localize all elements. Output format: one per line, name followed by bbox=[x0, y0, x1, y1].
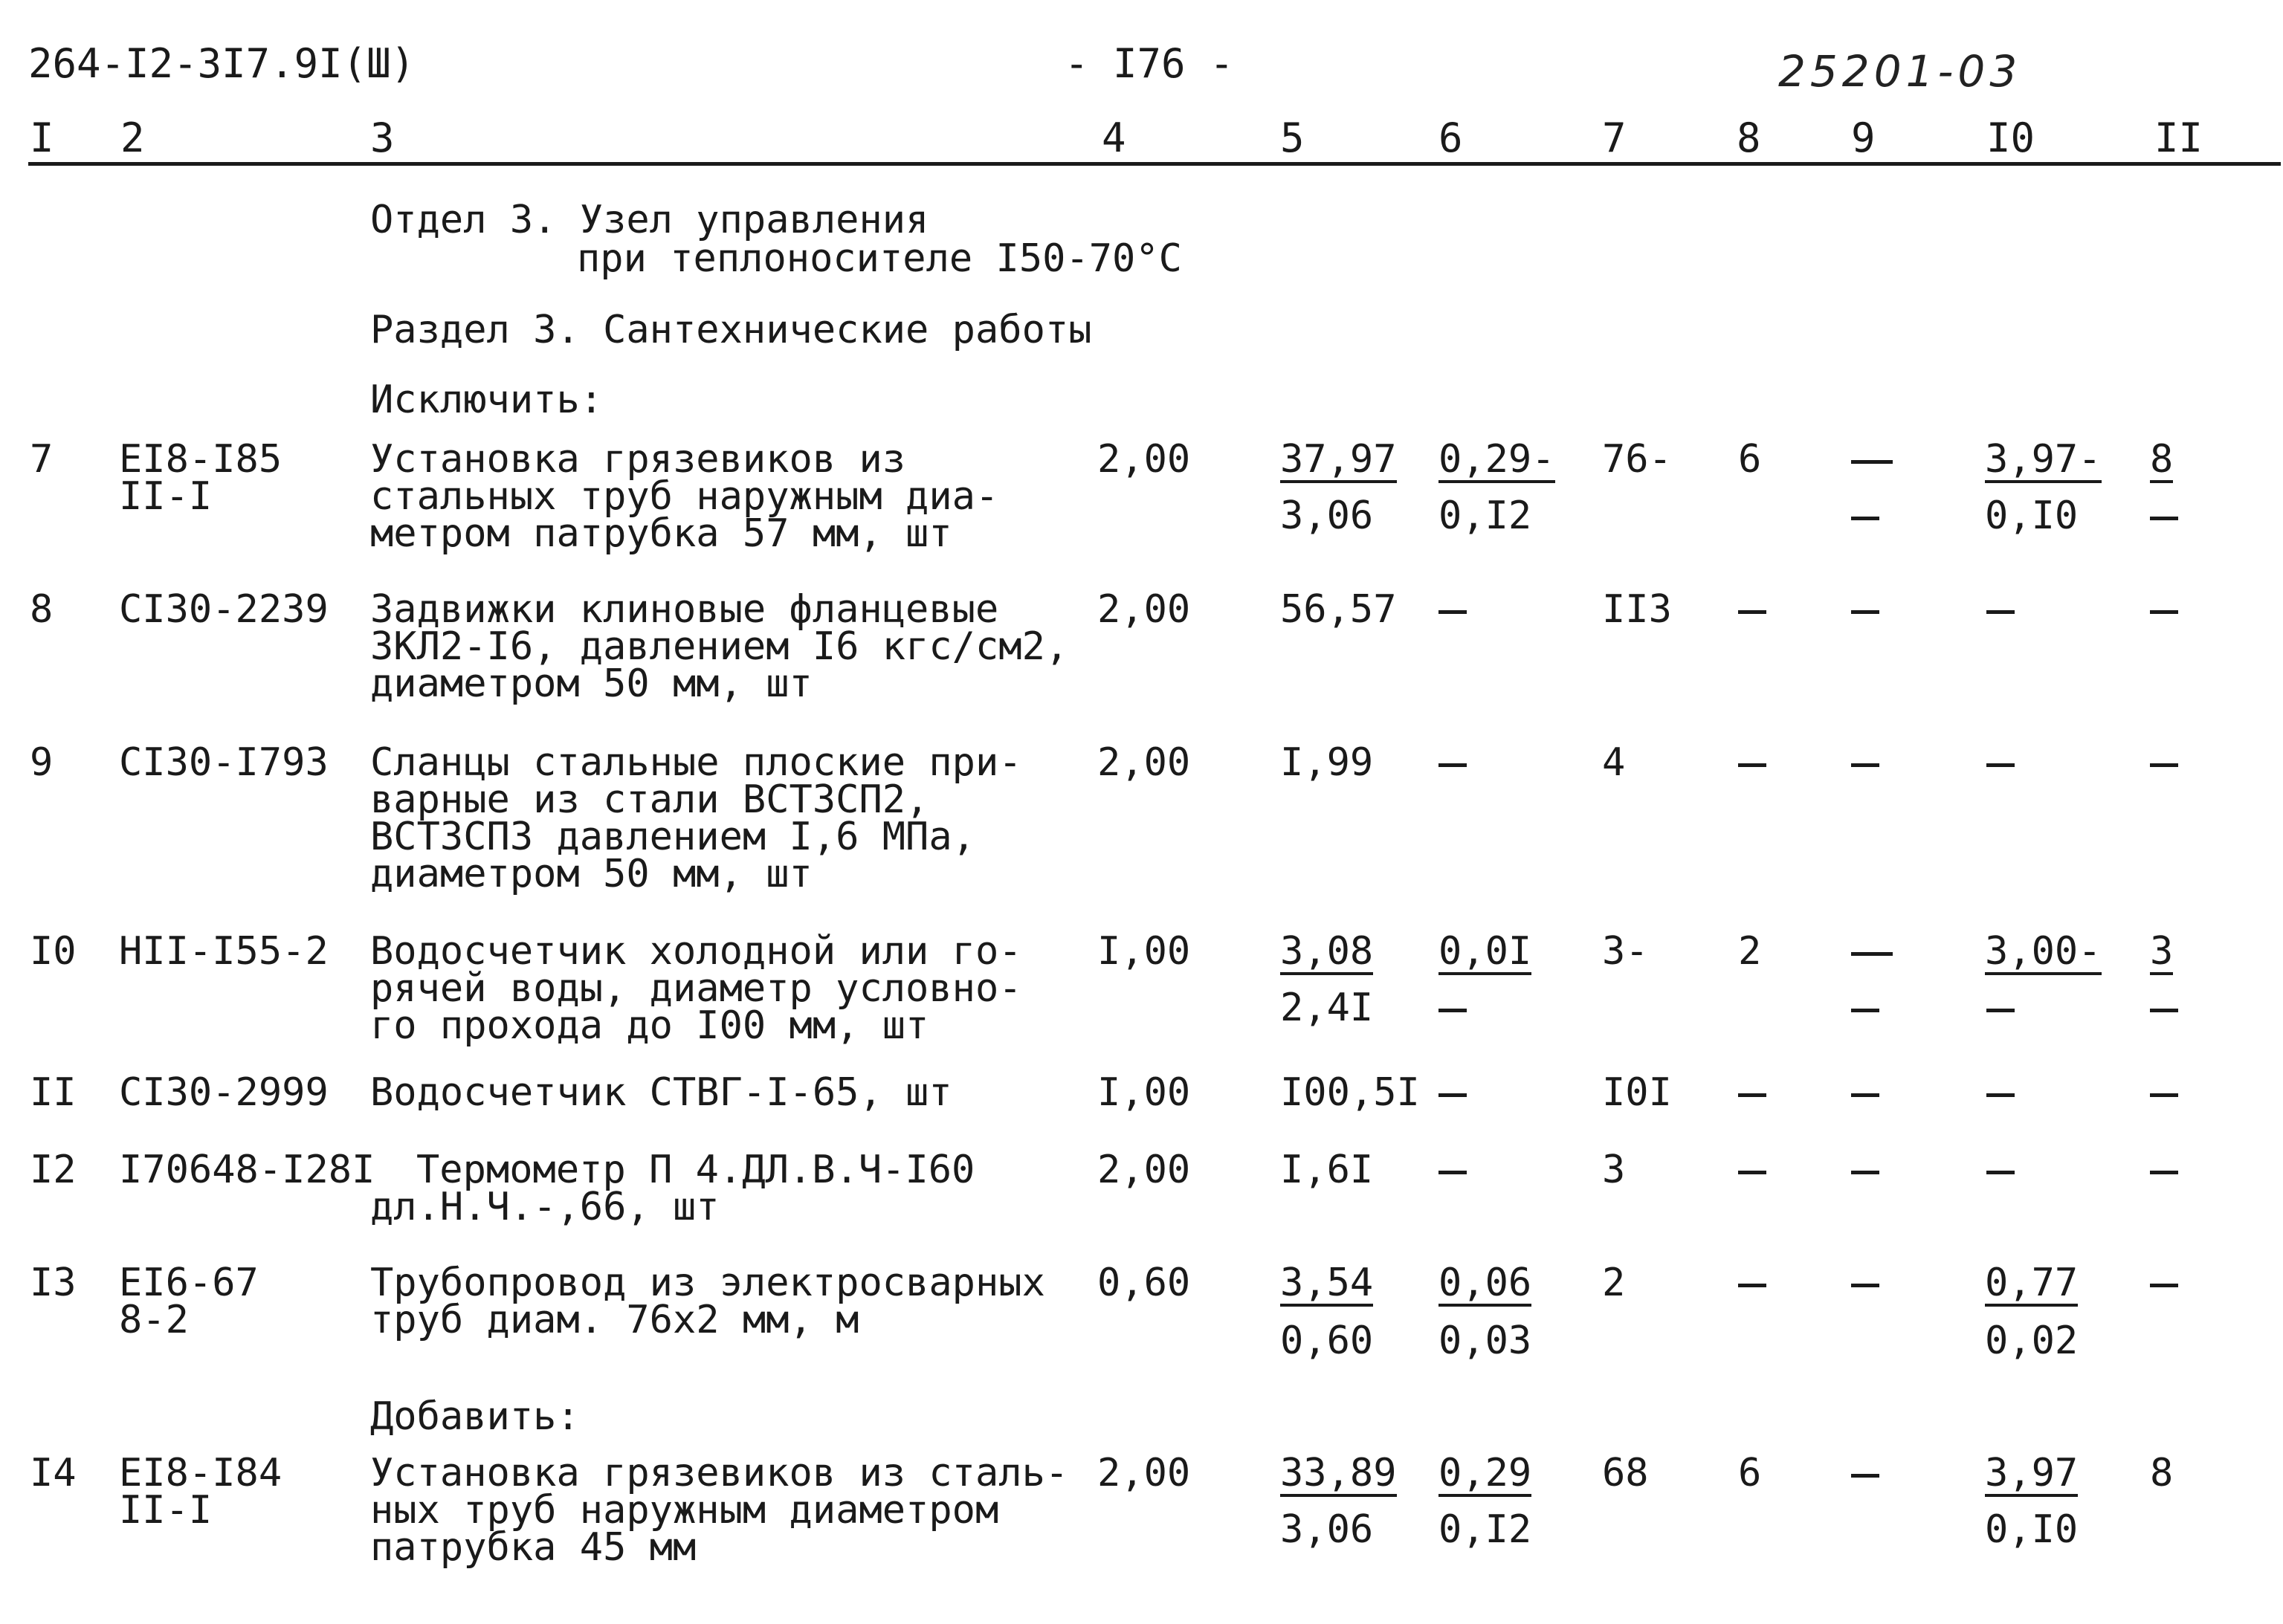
row-desc-line: ных труб наружным диаметром bbox=[370, 1488, 999, 1533]
col-header-4: 4 bbox=[1102, 114, 1126, 161]
col7-value: 68 bbox=[1602, 1451, 1649, 1495]
col9-value bbox=[1851, 1073, 1879, 1112]
col6-value: 0,29- bbox=[1438, 437, 1555, 482]
col-header-11: II bbox=[2154, 114, 2203, 161]
row-code: EI8-I84 bbox=[119, 1451, 282, 1495]
col5-subvalue: 3,06 bbox=[1280, 494, 1374, 538]
col9-value bbox=[1851, 440, 1893, 479]
col5-value: 37,97 bbox=[1280, 437, 1397, 482]
col9-subvalue bbox=[1851, 989, 1879, 1027]
document-code: 264-I2-3I7.9I(Ш) bbox=[28, 40, 416, 87]
col11-value bbox=[2150, 1073, 2178, 1112]
col11-value bbox=[2150, 1151, 2178, 1189]
col10-value: 3,97- bbox=[1985, 437, 2102, 482]
col4-value: 2,00 bbox=[1097, 437, 1191, 482]
row-code: CI30-2239 bbox=[119, 587, 329, 632]
razdel-title: Раздел 3. Сантехнические работы bbox=[370, 308, 1092, 352]
otdel-title-line1: Отдел 3. Узел управления bbox=[370, 198, 929, 242]
row-code-sub: 8-2 bbox=[119, 1298, 189, 1342]
col5-value: I,6I bbox=[1280, 1148, 1374, 1192]
col11-value: 8 bbox=[2150, 1451, 2174, 1495]
col-header-2: 2 bbox=[120, 114, 145, 161]
row-desc-line: стальных труб наружным диа- bbox=[370, 474, 999, 519]
row-number: I0 bbox=[30, 929, 77, 974]
col4-value: 2,00 bbox=[1097, 1148, 1191, 1192]
col10-value: 3,00- bbox=[1985, 929, 2102, 974]
row-desc-line: диаметром 50 мм, шт bbox=[370, 852, 813, 896]
col9-value bbox=[1851, 743, 1879, 782]
col9-value bbox=[1851, 590, 1879, 629]
col4-value: 2,00 bbox=[1097, 740, 1191, 785]
row-desc-line: Установка грязевиков из сталь- bbox=[370, 1451, 1069, 1495]
col6-value: 0,0I bbox=[1438, 929, 1532, 974]
col9-value bbox=[1851, 932, 1893, 971]
col11-value bbox=[2150, 590, 2178, 629]
col8-value bbox=[1738, 1151, 1766, 1189]
col11-subvalue bbox=[2150, 496, 2178, 535]
row-desc-line: Задвижки клиновые фланцевые bbox=[370, 587, 999, 632]
handwritten-reference: 25201-03 bbox=[1778, 46, 2022, 97]
row-number: I2 bbox=[30, 1148, 77, 1192]
col6-value: 0,29 bbox=[1438, 1451, 1532, 1495]
col5-value: 3,08 bbox=[1280, 929, 1374, 974]
col10-subvalue bbox=[1986, 989, 2015, 1027]
col6-value bbox=[1438, 1151, 1467, 1189]
col6-subvalue bbox=[1438, 989, 1467, 1027]
col8-value bbox=[1738, 590, 1766, 629]
row-code: EI8-I85 bbox=[119, 437, 282, 482]
col11-value bbox=[2150, 1264, 2178, 1302]
col9-value bbox=[1851, 1454, 1879, 1492]
row-number: 8 bbox=[30, 587, 54, 632]
row-desc-line: диаметром 50 мм, шт bbox=[370, 661, 813, 706]
row-number: 7 bbox=[30, 437, 54, 482]
col6-value bbox=[1438, 590, 1467, 629]
col7-value: 76- bbox=[1602, 437, 1672, 482]
exclude-label: Исключить: bbox=[370, 378, 604, 422]
col11-value: 3 bbox=[2150, 929, 2174, 974]
row-desc-line: Водосчетчик СТВГ-I-65, шт bbox=[370, 1070, 952, 1115]
row-desc-line: ВСТ3СП3 давлением I,6 МПа, bbox=[370, 815, 975, 859]
col4-value: I,00 bbox=[1097, 1070, 1191, 1115]
row-desc-line: метром патрубка 57 мм, шт bbox=[370, 511, 952, 556]
col7-value: 4 bbox=[1602, 740, 1626, 785]
header-rule bbox=[28, 162, 2281, 166]
row-desc-line: труб диам. 76х2 мм, м bbox=[370, 1298, 859, 1342]
row-number: 9 bbox=[30, 740, 54, 785]
col8-value bbox=[1738, 1073, 1766, 1112]
col10-subvalue: 0,I0 bbox=[1985, 1507, 2079, 1552]
col10-value bbox=[1986, 743, 2015, 782]
col6-value bbox=[1438, 743, 1467, 782]
col6-subvalue: 0,I2 bbox=[1438, 1507, 1532, 1552]
col6-subvalue: 0,03 bbox=[1438, 1319, 1532, 1363]
col4-value: I,00 bbox=[1097, 929, 1191, 974]
row-desc-line: рячей воды, диаметр условно- bbox=[370, 966, 1022, 1011]
row-desc-line: Установка грязевиков из bbox=[370, 437, 906, 482]
col5-value: I,99 bbox=[1280, 740, 1374, 785]
col6-subvalue: 0,I2 bbox=[1438, 494, 1532, 538]
row-desc-line: Водосчетчик холодной или го- bbox=[370, 929, 1022, 974]
col10-value bbox=[1986, 590, 2015, 629]
page-number: - I76 - bbox=[1065, 40, 1234, 87]
col4-value: 2,00 bbox=[1097, 587, 1191, 632]
row-code-sub: II-I bbox=[119, 474, 213, 519]
col10-value: 3,97 bbox=[1985, 1451, 2079, 1495]
col10-subvalue: 0,I0 bbox=[1985, 494, 2079, 538]
col6-value: 0,06 bbox=[1438, 1261, 1532, 1305]
row-number: II bbox=[30, 1070, 77, 1115]
row-desc-line: Термометр П 4.ДЛ.В.Ч-I60 bbox=[416, 1148, 975, 1192]
col8-value: 6 bbox=[1738, 1451, 1762, 1495]
col9-subvalue bbox=[1851, 496, 1879, 535]
col11-value bbox=[2150, 743, 2178, 782]
col-header-3: 3 bbox=[370, 114, 395, 161]
col5-value: 56,57 bbox=[1280, 587, 1397, 632]
col5-subvalue: 2,4I bbox=[1280, 986, 1374, 1030]
col-header-6: 6 bbox=[1438, 114, 1463, 161]
col4-value: 0,60 bbox=[1097, 1261, 1191, 1305]
col7-value: 2 bbox=[1602, 1261, 1626, 1305]
col11-subvalue bbox=[2150, 989, 2178, 1027]
col-header-8: 8 bbox=[1737, 114, 1761, 161]
row-number: I3 bbox=[30, 1261, 77, 1305]
row-code: I70648-I28I bbox=[119, 1148, 375, 1192]
col-header-10: I0 bbox=[1986, 114, 2035, 161]
row-desc-line: Трубопровод из электросварных bbox=[370, 1261, 1045, 1305]
col-header-9: 9 bbox=[1851, 114, 1876, 161]
row-desc-line: патрубка 45 мм bbox=[370, 1525, 697, 1570]
col8-value: 6 bbox=[1738, 437, 1762, 482]
col5-subvalue: 0,60 bbox=[1280, 1319, 1374, 1363]
col8-value: 2 bbox=[1738, 929, 1762, 974]
col7-value: II3 bbox=[1602, 587, 1672, 632]
otdel-title-line2: при теплоносителе I50-70°C bbox=[577, 236, 1182, 281]
row-code-sub: II-I bbox=[119, 1488, 213, 1533]
row-code: CI30-2999 bbox=[119, 1070, 329, 1115]
row-code: CI30-I793 bbox=[119, 740, 329, 785]
row-desc-line: Сланцы стальные плоские при- bbox=[370, 740, 1022, 785]
row-code: HII-I55-2 bbox=[119, 929, 329, 974]
col4-value: 2,00 bbox=[1097, 1451, 1191, 1495]
col-header-1: I bbox=[30, 114, 54, 161]
row-desc-line: дл.Н.Ч.-,66, шт bbox=[370, 1185, 720, 1229]
col11-value: 8 bbox=[2150, 437, 2174, 482]
col5-value: 33,89 bbox=[1280, 1451, 1397, 1495]
col10-value bbox=[1986, 1151, 2015, 1189]
col10-value: 0,77 bbox=[1985, 1261, 2079, 1305]
col5-subvalue: 3,06 bbox=[1280, 1507, 1374, 1552]
col7-value: I0I bbox=[1602, 1070, 1672, 1115]
col8-value bbox=[1738, 743, 1766, 782]
col9-value bbox=[1851, 1151, 1879, 1189]
col10-subvalue: 0,02 bbox=[1985, 1319, 2079, 1363]
col-header-5: 5 bbox=[1280, 114, 1305, 161]
add-label: Добавить: bbox=[370, 1394, 580, 1439]
col5-value: I00,5I bbox=[1280, 1070, 1420, 1115]
row-number: I4 bbox=[30, 1451, 77, 1495]
col10-value bbox=[1986, 1073, 2015, 1112]
col9-value bbox=[1851, 1264, 1879, 1302]
row-desc-line: варные из стали ВСТ3СП2, bbox=[370, 777, 929, 822]
row-code: EI6-67 bbox=[119, 1261, 259, 1305]
row-desc-line: ЗКЛ2-I6, давлением I6 кгс/см2, bbox=[370, 624, 1069, 669]
col6-value bbox=[1438, 1073, 1467, 1112]
row-desc-line: го прохода до I00 мм, шт bbox=[370, 1003, 929, 1048]
col7-value: 3 bbox=[1602, 1148, 1626, 1192]
col5-value: 3,54 bbox=[1280, 1261, 1374, 1305]
col-header-7: 7 bbox=[1602, 114, 1627, 161]
col7-value: 3- bbox=[1602, 929, 1649, 974]
col8-value bbox=[1738, 1264, 1766, 1302]
